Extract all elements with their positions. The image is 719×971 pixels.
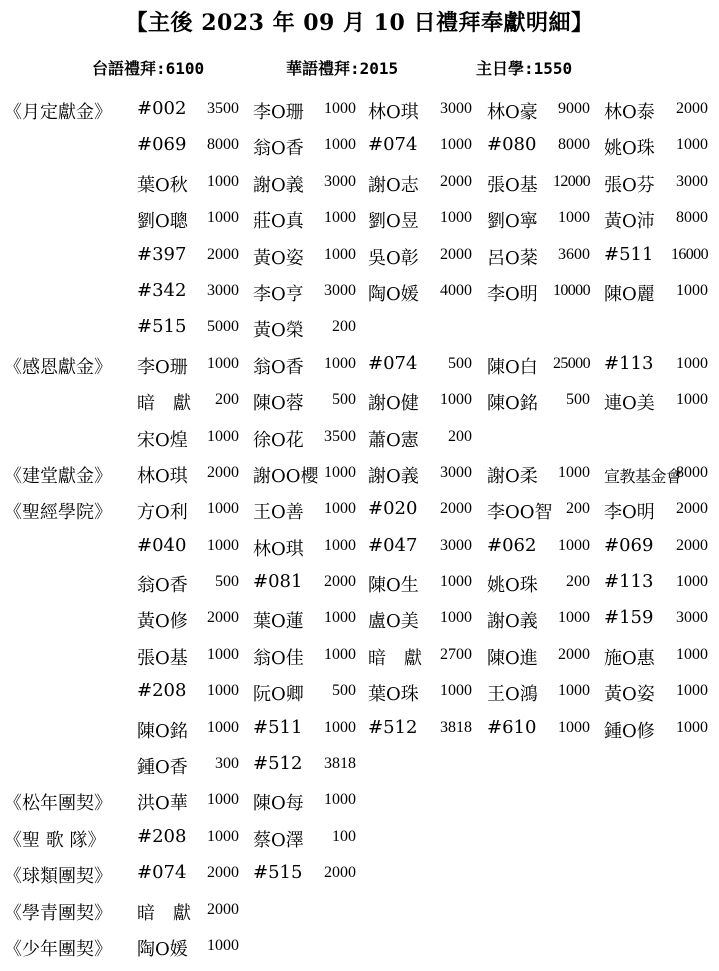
donor-name: #074: [368, 352, 418, 374]
offering-row: [0, 498, 719, 534]
donor-name: 徐O花: [253, 429, 304, 451]
donor-name: #515: [137, 316, 187, 338]
donor-name: 謝O義: [368, 465, 419, 487]
donation-amount: 1000: [324, 500, 356, 518]
donor-name: #397: [137, 243, 187, 265]
donation-amount: 16000: [670, 245, 708, 263]
donation-amount: 2000: [207, 864, 239, 882]
donation-amount: 200: [332, 318, 356, 336]
donor-name: 李O珊: [253, 102, 304, 123]
donation-amount: 1000: [440, 136, 472, 154]
offering-row: [0, 899, 719, 935]
donation-amount: 3000: [440, 536, 472, 554]
category-label: 《聖經學院》: [4, 502, 112, 524]
donation-amount: 1000: [207, 172, 239, 190]
offering-row: [0, 789, 719, 825]
donation-amount: 500: [215, 573, 239, 591]
donation-amount: 8000: [676, 463, 708, 481]
donation-amount: 1000: [676, 645, 708, 663]
offering-row: [0, 171, 719, 207]
category-label: 《建堂獻金》: [4, 465, 112, 487]
donation-amount: 1000: [676, 281, 708, 299]
donor-name: #113: [604, 571, 654, 593]
category-label: 《月定獻金》: [4, 102, 112, 123]
donor-name: 黃O沛: [604, 211, 655, 233]
donation-amount: 1000: [324, 136, 356, 154]
donor-name: 謝O義: [487, 611, 538, 633]
donation-amount: 3000: [207, 281, 239, 299]
donation-amount: 3000: [440, 100, 472, 117]
donation-amount: 4000: [440, 281, 472, 299]
donor-name: 李OO智: [487, 502, 553, 524]
category-label: 《學青團契》: [4, 902, 112, 924]
donation-amount: 500: [332, 391, 356, 409]
donor-name: 蕭O憲: [368, 429, 419, 451]
offering-row: [0, 826, 719, 862]
donation-amount: 1000: [207, 645, 239, 663]
donation-amount: 3000: [676, 172, 708, 190]
donor-name: #208: [137, 825, 187, 847]
donation-amount: 3000: [324, 172, 356, 190]
donor-name: #002: [137, 98, 187, 119]
donation-amount: 1000: [324, 536, 356, 554]
donation-amount: 2000: [440, 245, 472, 263]
donor-name: 黃O榮: [253, 320, 304, 342]
category-label: 《少年團契》: [4, 938, 112, 960]
donation-amount: 3000: [324, 281, 356, 299]
donation-amount: 1000: [207, 500, 239, 518]
donation-amount: 2000: [207, 609, 239, 627]
donor-name: 姚O珠: [604, 138, 655, 160]
donation-amount: 8000: [207, 136, 239, 154]
donor-name: 李O明: [604, 502, 655, 524]
donation-amount: 1000: [676, 391, 708, 409]
donation-amount: 500: [332, 682, 356, 700]
donation-amount: 2000: [558, 645, 590, 663]
donor-name: 蔡O澤: [253, 829, 304, 851]
donation-amount: 1000: [207, 718, 239, 736]
donor-name: 宣教基金會: [604, 468, 682, 486]
donor-name: 林O琪: [137, 465, 188, 487]
donor-name: 洪O華: [137, 793, 188, 815]
donation-amount: 1000: [324, 245, 356, 263]
donor-name: 劉O昱: [368, 211, 419, 233]
donation-amount: 2000: [440, 500, 472, 518]
donor-name: #159: [604, 607, 654, 629]
donor-name: #074: [368, 134, 418, 156]
donor-name: 陳O每: [253, 793, 304, 815]
donation-amount: 8000: [676, 209, 708, 227]
donor-name: 張O基: [137, 647, 188, 669]
donor-name: #342: [137, 279, 187, 301]
donation-amount: 200: [215, 391, 239, 409]
category-label: 《聖 歌 隊》: [4, 829, 106, 851]
donor-name: #069: [604, 534, 654, 556]
donor-name: 莊O真: [253, 211, 304, 233]
donation-amount: 3818: [440, 718, 472, 736]
donor-name: #040: [137, 534, 187, 556]
donor-name: 盧O美: [368, 611, 419, 633]
donation-amount: 1000: [440, 209, 472, 227]
donor-name: #047: [368, 534, 418, 556]
donation-amount: 1000: [207, 791, 239, 809]
donation-amount: 1000: [676, 682, 708, 700]
donor-name: 翁O佳: [253, 647, 304, 669]
donor-name: 謝O義: [253, 174, 304, 196]
donation-amount: 10000: [552, 281, 590, 299]
donation-amount: 1000: [207, 354, 239, 372]
donation-amount: 1000: [324, 645, 356, 663]
offering-row: [0, 207, 719, 243]
donation-amount: 300: [215, 755, 239, 773]
donor-name: 阮O卿: [253, 684, 304, 706]
donation-amount: 1000: [207, 536, 239, 554]
donation-amount: 1000: [440, 391, 472, 409]
donor-name: 陳O生: [368, 575, 419, 597]
donation-amount: 1000: [207, 209, 239, 227]
donation-amount: 500: [566, 391, 590, 409]
attendance-mandarin: 華語禮拜:2015: [286, 59, 399, 78]
donation-amount: 3600: [558, 245, 590, 263]
donation-amount: 1000: [440, 573, 472, 591]
offering-row: [0, 462, 719, 498]
offering-row: [0, 753, 719, 789]
donor-name: 劉O聰: [137, 211, 188, 233]
donor-name: #208: [137, 680, 187, 702]
donor-name: #610: [487, 716, 537, 738]
donor-name: 王O鴻: [487, 684, 538, 706]
donor-name: 林O琪: [368, 102, 419, 123]
donor-name: #080: [487, 134, 537, 156]
donor-name: 黃O修: [137, 611, 188, 633]
donation-amount: 1000: [558, 682, 590, 700]
offering-row: [0, 244, 719, 280]
donor-name: 陳O麗: [604, 283, 655, 305]
donor-name: 宋O煌: [137, 429, 188, 451]
donor-name: #081: [253, 571, 303, 593]
donation-amount: 1000: [440, 609, 472, 627]
donation-amount: 3500: [324, 427, 356, 445]
donor-name: 施O惠: [604, 647, 655, 669]
donor-name: 鍾O香: [137, 757, 188, 779]
category-label: 《感恩獻金》: [4, 356, 112, 378]
donor-name: 陶O媛: [137, 938, 188, 960]
donation-amount: 1000: [558, 463, 590, 481]
donation-amount: 100: [332, 827, 356, 845]
donation-amount: 2000: [440, 172, 472, 190]
donor-name: 李O明: [487, 283, 538, 305]
donation-amount: 1000: [324, 209, 356, 227]
donor-name: #074: [137, 862, 187, 884]
donation-amount: 1000: [676, 573, 708, 591]
offering-row: [0, 134, 719, 170]
donation-amount: 2000: [324, 573, 356, 591]
donor-name: 暗 獻: [368, 647, 422, 669]
donation-amount: 3818: [324, 755, 356, 773]
donor-name: 陳O銘: [137, 720, 188, 742]
offering-row: [0, 98, 719, 134]
offering-table: [0, 98, 719, 971]
donation-amount: 500: [448, 354, 472, 372]
offering-row: [0, 717, 719, 753]
donation-amount: 1000: [324, 718, 356, 736]
donor-name: 葉O蓮: [253, 611, 304, 633]
offering-row: [0, 535, 719, 571]
donor-name: 李O珊: [137, 356, 188, 378]
donation-amount: 2000: [207, 245, 239, 263]
offering-row: [0, 935, 719, 971]
donation-amount: 200: [566, 500, 590, 518]
donation-amount: 1000: [207, 427, 239, 445]
donor-name: #515: [253, 862, 303, 884]
donation-amount: 2000: [324, 864, 356, 882]
donor-name: 陳O銘: [487, 393, 538, 415]
donation-amount: 2000: [676, 500, 708, 518]
donation-amount: 9000: [558, 100, 590, 117]
donor-name: 暗 獻: [137, 902, 191, 924]
donor-name: 謝O健: [368, 393, 419, 415]
offering-row: [0, 280, 719, 316]
donor-name: 陶O媛: [368, 283, 419, 305]
donation-amount: 2000: [207, 900, 239, 918]
donor-name: 姚O珠: [487, 575, 538, 597]
donation-amount: 1000: [676, 136, 708, 154]
donation-amount: 3000: [440, 463, 472, 481]
donation-amount: 12000: [552, 172, 590, 190]
donation-amount: 1000: [324, 609, 356, 627]
donor-name: #511: [604, 243, 654, 265]
donation-amount: 200: [566, 573, 590, 591]
offering-row: [0, 316, 719, 352]
donor-name: 謝O志: [368, 174, 419, 196]
donor-name: #113: [604, 352, 654, 374]
donor-name: 鍾O修: [604, 720, 655, 742]
donation-amount: 5000: [207, 318, 239, 336]
offering-row: [0, 571, 719, 607]
donation-amount: 25000: [552, 354, 590, 372]
donor-name: 張O基: [487, 174, 538, 196]
offering-row: [0, 644, 719, 680]
donor-name: 謝O柔: [487, 465, 538, 487]
donor-name: 林O泰: [604, 102, 655, 123]
donation-amount: 1000: [324, 354, 356, 372]
donation-amount: 200: [448, 427, 472, 445]
donation-amount: 1000: [558, 609, 590, 627]
donor-name: 暗 獻: [137, 393, 191, 415]
donation-amount: 3500: [207, 100, 239, 117]
donation-amount: 1000: [676, 354, 708, 372]
donor-name: 林O豪: [487, 102, 538, 123]
donation-amount: 1000: [558, 536, 590, 554]
donation-amount: 2000: [207, 463, 239, 481]
donor-name: #511: [253, 716, 303, 738]
donor-name: #020: [368, 498, 418, 520]
offering-row: [0, 353, 719, 389]
category-label: 《松年團契》: [4, 793, 112, 815]
offering-row: [0, 426, 719, 462]
donor-name: 吳O彰: [368, 247, 419, 269]
donation-amount: 2000: [676, 536, 708, 554]
donor-name: 陳O白: [487, 356, 538, 378]
page-title: 【主後 2023 年 09 月 10 日禮拜奉獻明細】: [125, 10, 594, 36]
donor-name: #062: [487, 534, 537, 556]
donation-amount: 1000: [324, 791, 356, 809]
donor-name: #069: [137, 134, 187, 156]
donation-amount: 1000: [207, 682, 239, 700]
donor-name: 黃O姿: [253, 247, 304, 269]
donor-name: 翁O香: [253, 138, 304, 160]
donor-name: #512: [368, 716, 418, 738]
offering-row: [0, 680, 719, 716]
donor-name: 呂O棻: [487, 247, 538, 269]
donor-name: 陳O蓉: [253, 393, 304, 415]
offering-row: [0, 389, 719, 425]
donor-name: 劉O寧: [487, 211, 538, 233]
donation-amount: 1000: [676, 718, 708, 736]
donor-name: 張O芬: [604, 174, 655, 196]
donor-name: 葉O秋: [137, 174, 188, 196]
category-label: 《球類團契》: [4, 866, 112, 888]
attendance-taiwanese: 台語禮拜:6100: [92, 59, 205, 78]
donor-name: 葉O珠: [368, 684, 419, 706]
donation-amount: 3000: [676, 609, 708, 627]
donation-amount: 2000: [676, 100, 708, 117]
donor-name: 陳O進: [487, 647, 538, 669]
donor-name: 連O美: [604, 393, 655, 415]
donor-name: 翁O香: [137, 575, 188, 597]
donor-name: 謝OO櫻: [253, 465, 319, 487]
donor-name: 李O亨: [253, 283, 304, 305]
donation-amount: 8000: [558, 136, 590, 154]
donor-name: 黃O姿: [604, 684, 655, 706]
donation-amount: 1000: [440, 682, 472, 700]
donation-amount: 1000: [558, 209, 590, 227]
donation-amount: 2700: [440, 645, 472, 663]
offering-row: [0, 607, 719, 643]
donation-amount: 1000: [324, 100, 356, 117]
donor-name: 方O利: [137, 502, 188, 524]
attendance-summary: [0, 56, 719, 82]
donation-amount: 1000: [324, 463, 356, 481]
attendance-sunday-school: 主日學:1550: [476, 59, 573, 78]
donation-amount: 1000: [558, 718, 590, 736]
donor-name: 翁O香: [253, 356, 304, 378]
donor-name: 林O琪: [253, 538, 304, 560]
offering-row: [0, 862, 719, 898]
donor-name: 王O善: [253, 502, 304, 524]
donor-name: #512: [253, 753, 303, 775]
donation-amount: 1000: [207, 827, 239, 845]
donation-amount: 1000: [207, 936, 239, 954]
